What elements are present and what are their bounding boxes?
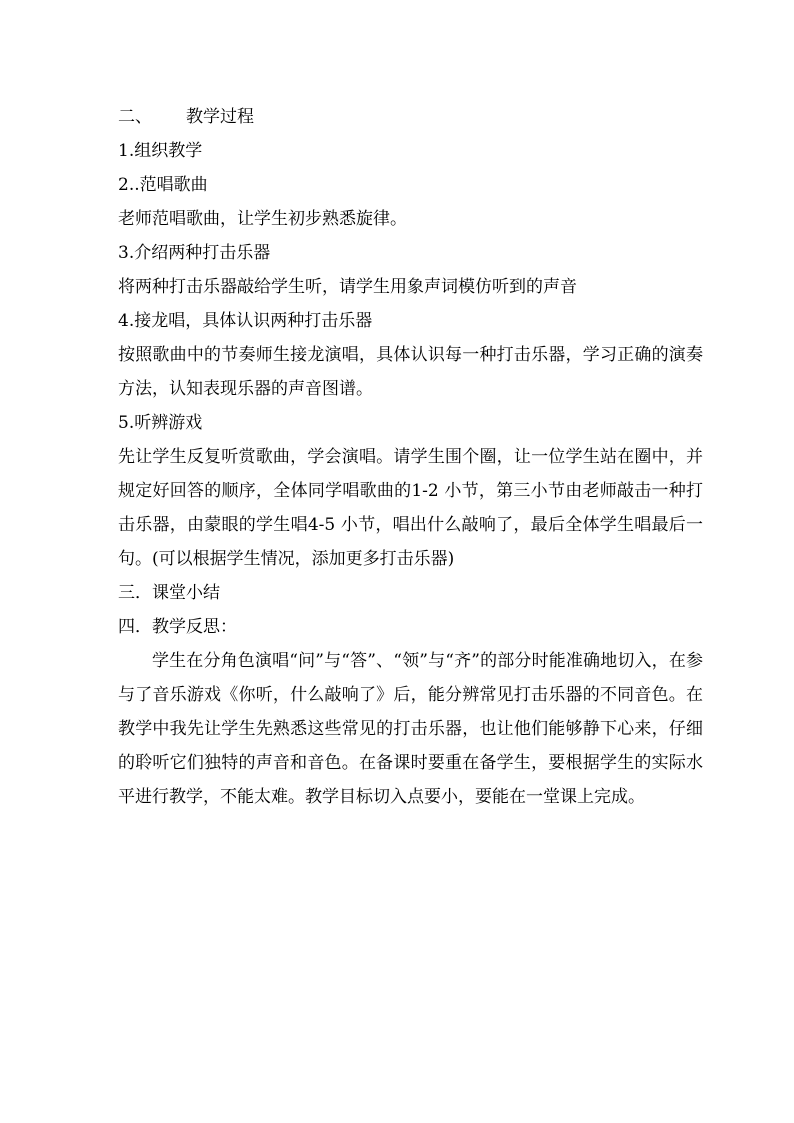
step-5-text: 先让学生反复听赏歌曲，学会演唱。请学生围个圈，让一位学生站在圈中，并规定好回答的顺序，全体同学唱歌曲的1-2 小节，第三小节由老师敲击一种打击乐器，由蒙眼的学生唱4-5 小节，唱出什么敲响了，最后全体学生唱最后一句。(可以根据学生情况，添加更多打击乐器) <box>118 447 703 569</box>
section-heading-reflection: 四．教学反思： <box>118 617 237 637</box>
section-title: 教学过程 <box>186 107 254 127</box>
step-3-heading: 3.介绍两种打击乐器 <box>118 243 271 263</box>
reflection-text: 学生在分角色演唱“问”与“答”、“领”与“齐”的部分时能准确地切入，在参与了音乐游戏《你听，什么敲响了》后，能分辨常见打击乐器的不同音色。在教学中我先让学生先熟悉这些常见的打击乐器，也让他们能够静下心来，仔细的聆听它们独特的声音和音色。在备课时要重在备学生，要根据学生的实际水平进行教学，不能太难。教学目标切入点要小，要能在一堂课上完成。 <box>118 651 703 807</box>
step-4-heading: 4.接龙唱，具体认识两种打击乐器 <box>118 311 373 331</box>
step-2-text: 老师范唱歌曲，让学生初步熟悉旋律。 <box>118 209 407 229</box>
step-5-heading: 5.听辨游戏 <box>118 413 203 433</box>
step-1-heading: 1.组织教学 <box>118 141 203 161</box>
section-number: 二、 <box>118 107 152 127</box>
step-4-text: 按照歌曲中的节奏师生接龙演唱，具体认识每一种打击乐器，学习正确的演奏方法，认知表现乐器的声音图谱。 <box>118 345 703 399</box>
section-heading-summary: 三．课堂小结 <box>118 583 220 603</box>
step-2-heading: 2..范唱歌曲 <box>118 175 208 195</box>
section-heading-teaching-process <box>118 100 703 134</box>
step-3-text: 将两种打击乐器敲给学生听，请学生用象声词模仿听到的声音 <box>118 277 577 297</box>
document-body <box>118 100 703 814</box>
